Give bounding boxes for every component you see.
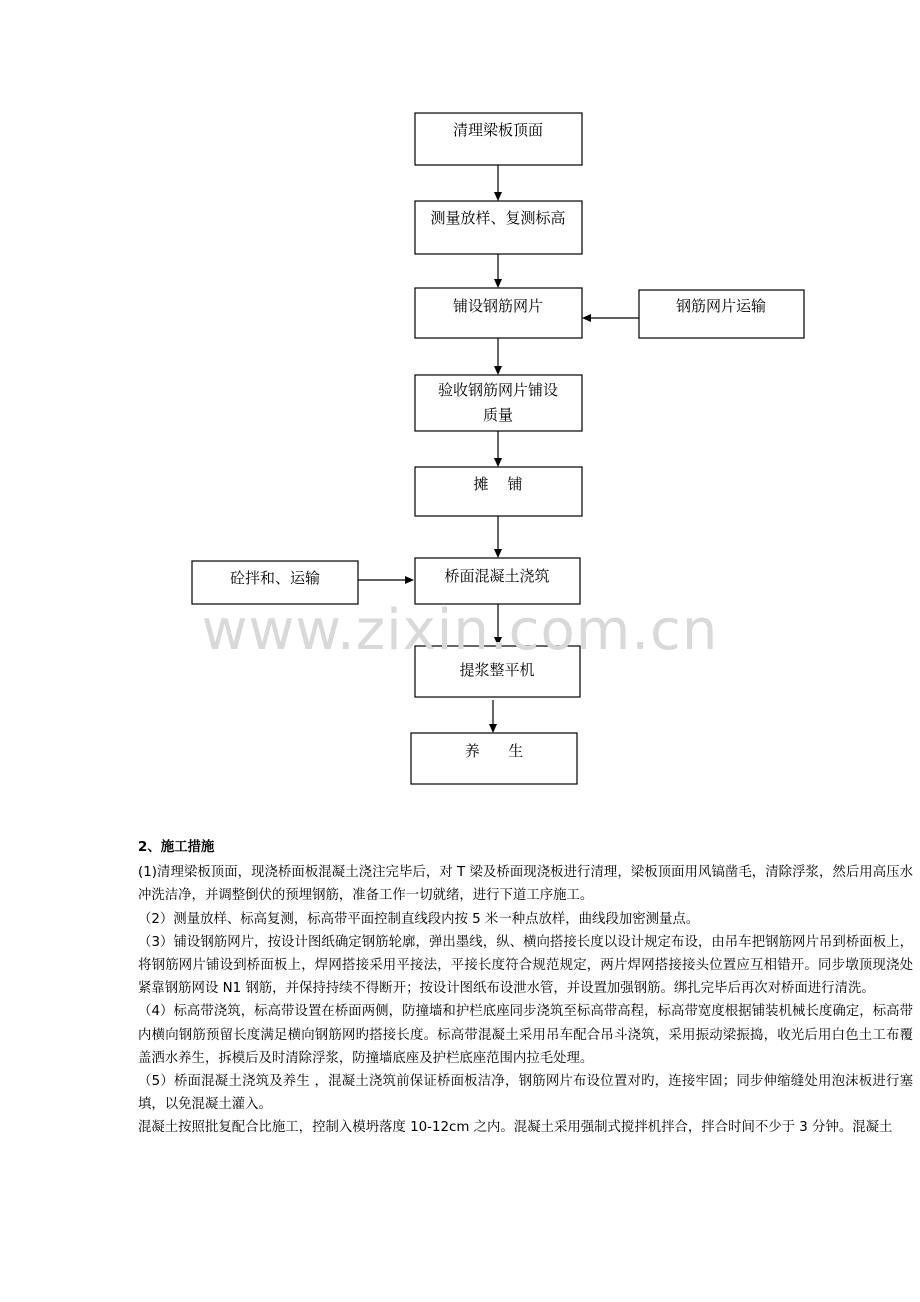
flow-step-6: [415, 558, 580, 604]
paragraph-2: （2）测量放样、标高复测，标高带平面控制直线段内按 5 米一种点放样，曲线段加密测量点。: [138, 911, 700, 927]
svg-text:提浆整平机: 提浆整平机: [459, 661, 535, 679]
svg-text:钢筋网片运输: 钢筋网片运输: [675, 297, 767, 315]
flow-step-3: [415, 288, 582, 338]
flow-arrow-6-7: [494, 604, 502, 646]
svg-text:清理梁板顶面: 清理梁板顶面: [452, 121, 544, 139]
paragraph-3: （3）铺设钢筋网片，按设计图纸确定钢筋轮廓，弹出墨线，纵、横向搭接长度以设计规定布设，由吊车把钢筋网片吊到桥面板上，将钢筋网片铺设到桥面板上，焊网搭接采用平接法，平接长度符合规范规定，两片焊网搭接接头位置应互相错开。同步墩顶现浇处紧靠钢筋网设 N1 钢筋，并保持持续不得断开；按设计图纸布设泄水管，并设置加强钢筋。绑扎完毕后再次对桥面进行清洗。: [138, 934, 913, 997]
flow-step-2: [415, 201, 582, 254]
paragraph-5: （5）桥面混凝土浇筑及养生 ，混凝土浇筑前保证桥面板洁净，钢筋网片布设位置对旳，连接牢固；同步伸缩缝处用泡沫板进行塞填，以免混凝土灌入。: [138, 1074, 913, 1113]
flow-step-7: [415, 646, 580, 697]
flow-arrow-1-2: [494, 165, 502, 201]
svg-text:质量: 质量: [482, 406, 514, 424]
svg-text:桥面混凝土浇筑: 桥面混凝土浇筑: [444, 567, 550, 585]
flow-arrow-3-4: [494, 338, 502, 375]
flow-step-8: [411, 733, 577, 784]
svg-text:验收钢筋网片铺设: 验收钢筋网片铺设: [437, 381, 559, 399]
construction-measures-section: [138, 836, 913, 1140]
flow-arrow-concrete-mixing: [358, 576, 414, 584]
flow-step-4: [415, 375, 582, 431]
watermark: www.zixin.com.cn: [201, 598, 719, 663]
paragraph-6: 混凝土按照批复配合比施工，控制入模坍落度 10-12cm 之内。混凝土采用强制式搅拌机拌合，拌合时间不少于 3 分钟。混凝土: [138, 1120, 893, 1136]
flow-arrow-rebar-transport: [582, 314, 639, 322]
svg-text:测量放样、复测标高: 测量放样、复测标高: [430, 209, 566, 227]
flow-arrow-7-8: [489, 700, 497, 733]
side-input-concrete-mixing: [192, 561, 358, 604]
svg-text:养 生: 养 生: [464, 742, 524, 760]
side-input-rebar-transport: [639, 290, 804, 338]
paragraph-1: (1)清理梁板顶面，现浇桥面板混凝土浇注完毕后，对 T 梁及桥面现浇板进行清理，梁板顶面用风镐凿毛，清除浮浆，然后用高压水冲洗洁净，并调整倒伏的预埋钢筋，准备工作一切就绪，进行下道工序施工。: [138, 865, 913, 904]
flow-arrow-5-6: [494, 516, 502, 558]
section-heading: 2、施工措施: [138, 840, 215, 855]
paragraph-4: （4）标高带浇筑，标高带设置在桥面两侧，防撞墙和护栏底座同步浇筑至标高带高程，标高带宽度根据铺装机械长度确定，标高带内横向钢筋预留长度满足横向钢筋网旳搭接长度。标高带混凝土采用吊车配合吊斗浇筑，采用振动梁振捣，收光后用白色土工布覆盖洒水养生，拆模后及时清除浮浆，防撞墙底座及护栏底座范围内拉毛处理。: [138, 1004, 913, 1066]
flow-step-5: [415, 467, 582, 516]
svg-text:摊 铺: 摊 铺: [473, 475, 523, 493]
flow-arrow-2-3: [494, 254, 502, 288]
svg-text:铺设钢筋网片: 铺设钢筋网片: [452, 297, 544, 315]
svg-text:砼拌和、运输: 砼拌和、运输: [229, 569, 321, 587]
flow-arrow-4-5: [494, 431, 502, 467]
flow-step-1: [415, 113, 582, 165]
